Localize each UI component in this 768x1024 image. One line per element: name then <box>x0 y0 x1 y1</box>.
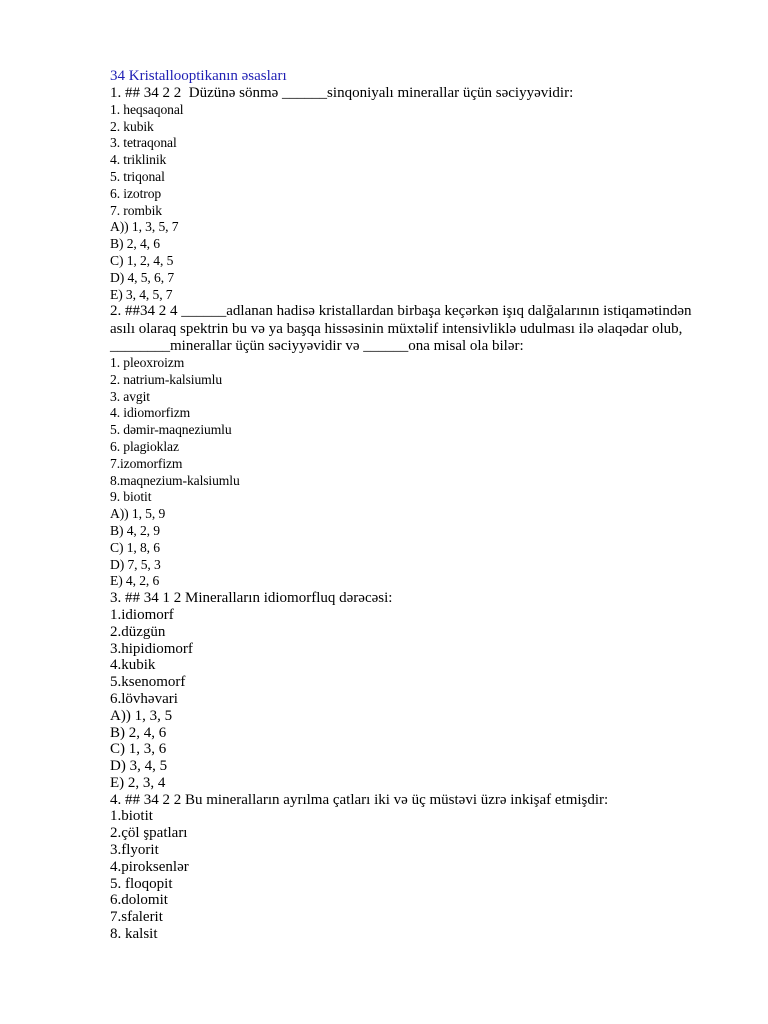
answer-choice: E) 2, 3, 4 <box>110 774 166 791</box>
option-item: 9. biotit <box>110 489 152 505</box>
question-1 <box>110 85 720 303</box>
option-item: 8. kalsit <box>110 926 158 943</box>
option-item: 7. rombik <box>110 202 162 218</box>
answer-choice: C) 1, 8, 6 <box>110 539 160 555</box>
option-item: 7.sfalerit <box>110 909 163 926</box>
option-item: 4.piroksenlər <box>110 858 189 875</box>
answer-choice: A)) 1, 3, 5 <box>110 707 173 724</box>
answer-choice: D) 3, 4, 5 <box>110 758 168 775</box>
question-header: 1. ## 34 2 2 Düzünə sönmə ______sinqoniyalı minerallar üçün səciyyəvidir: <box>110 85 574 101</box>
option-item: 6.dolomit <box>110 892 168 909</box>
document-page <box>110 68 720 943</box>
option-item: 2. natrium-kalsiumlu <box>110 371 223 387</box>
answer-choice: E) 4, 2, 6 <box>110 573 160 589</box>
question-4 <box>110 792 720 943</box>
answer-choice: D) 4, 5, 6, 7 <box>110 269 175 285</box>
option-item: 1. heqsaqonal <box>110 101 184 117</box>
answer-choice: A)) 1, 5, 9 <box>110 506 166 522</box>
option-item: 7.izomorfizm <box>110 455 183 471</box>
question-2 <box>110 303 720 590</box>
question-header: asılı olaraq spektrin bu və ya başqa hissəsinin müxtəlif intensivliklə udulması ilə əlaqədar olub, <box>110 320 683 337</box>
option-item: 3.flyorit <box>110 842 159 859</box>
answer-choice: B) 4, 2, 9 <box>110 522 160 538</box>
answer-choice: C) 1, 2, 4, 5 <box>110 252 174 268</box>
option-item: 4.kubik <box>110 657 156 674</box>
option-item: 5. floqopit <box>110 875 173 892</box>
option-item: 5. triqonal <box>110 168 165 184</box>
question-header: 2. ##34 2 4 ______adlanan hadisə kristallardan birbaşa keçərkən işıq dalğalarının istiqamətindən <box>110 303 692 320</box>
option-item: 8.maqnezium-kalsiumlu <box>110 472 240 488</box>
option-item: 6. plagioklaz <box>110 438 179 454</box>
option-item: 1.biotit <box>110 808 153 825</box>
option-item: 2.düzgün <box>110 623 166 640</box>
option-item: 5. dəmir-maqneziumlu <box>110 422 232 438</box>
answer-choice: D) 7, 5, 3 <box>110 556 161 572</box>
answer-choice: A)) 1, 3, 5, 7 <box>110 219 179 235</box>
question-header: 3. ## 34 1 2 Mineralların idiomorfluq dərəcəsi: <box>110 590 393 607</box>
question-3 <box>110 590 720 792</box>
option-item: 1. pleoxroizm <box>110 354 185 370</box>
option-item: 5.ksenomorf <box>110 674 186 691</box>
option-item: 6. izotrop <box>110 185 162 201</box>
option-item: 3.hipidiomorf <box>110 640 193 657</box>
answer-choice: B) 2, 4, 6 <box>110 724 167 741</box>
option-item: 1.idiomorf <box>110 606 174 623</box>
question-header: ________minerallar üçün səciyyəvidir və ______ona misal ola bilər: <box>110 337 524 354</box>
option-item: 2. kubik <box>110 118 154 134</box>
option-item: 3. tetraqonal <box>110 135 177 151</box>
answer-choice: E) 3, 4, 5, 7 <box>110 286 173 302</box>
option-item: 6.lövhəvari <box>110 690 178 707</box>
option-item: 2.çöl şpatları <box>110 825 188 842</box>
question-header: 4. ## 34 2 2 Bu mineralların ayrılma çatları iki və üç müstəvi üzrə inkişaf etmişdir: <box>110 791 609 808</box>
option-item: 4. idiomorfizm <box>110 405 191 421</box>
document-title: 34 Kristallooptikanın əsasları <box>110 68 287 84</box>
answer-choice: C) 1, 3, 6 <box>110 741 167 758</box>
option-item: 3. avgit <box>110 388 150 404</box>
answer-choice: B) 2, 4, 6 <box>110 236 160 252</box>
option-item: 4. triklinik <box>110 152 167 168</box>
